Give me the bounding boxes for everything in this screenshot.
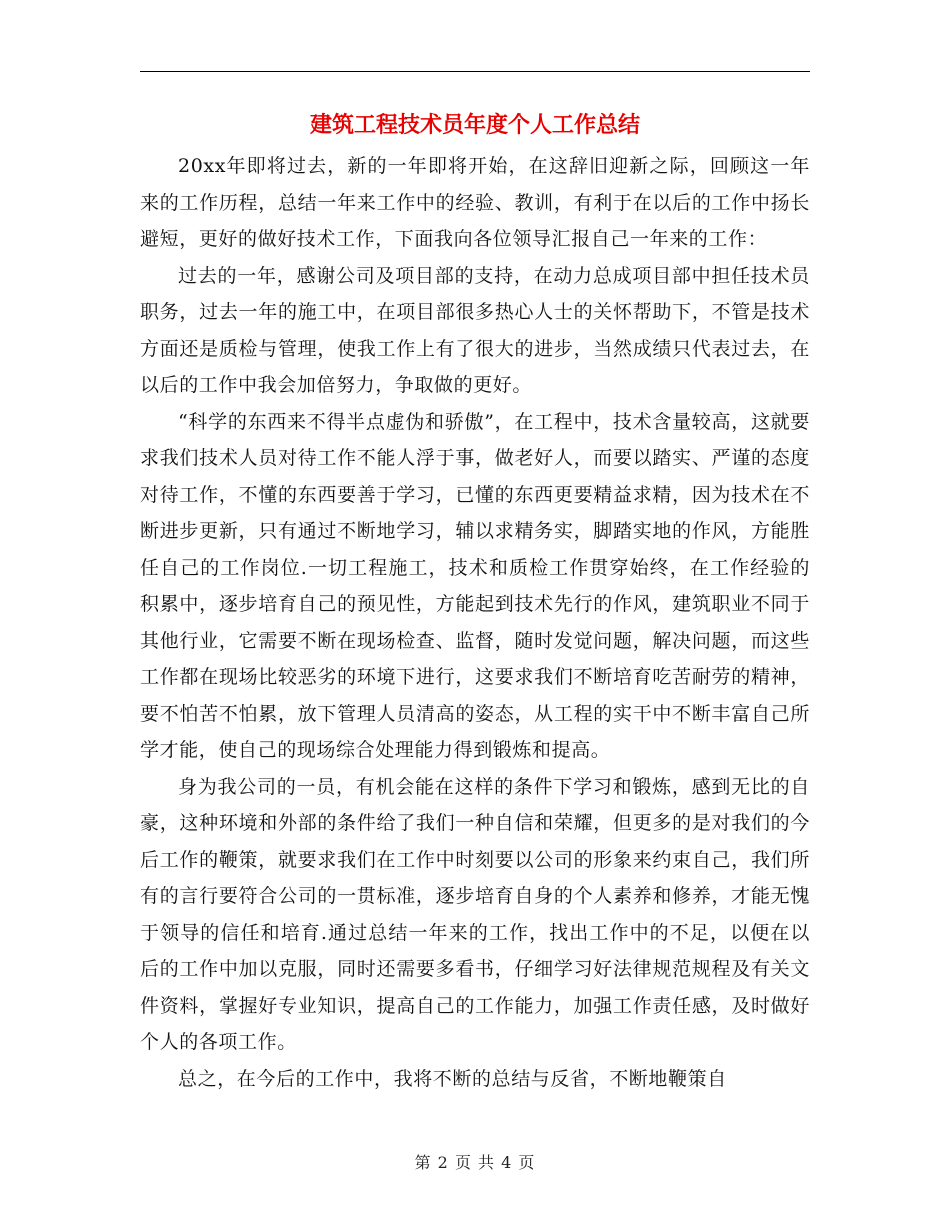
paragraph-company-member: 身为我公司的一员，有机会能在这样的条件下学习和锻炼，感到无比的自豪，这种环境和外部的条件给了我们一种自信和荣耀，但更多的是对我们的今后工作的鞭策，就要求我们在工作中时刻要以公司的形象来约束自己，我们所有的言行要符合公司的一贯标准，逐步培育自身的个人素养和修养，才能无愧于领导的信任和培育.通过总结一年来的工作，找出工作中的不足，以便在以后的工作中加以克服，同时还需要多看书，仔细学习好法律规范规程及有关文件资料，掌握好专业知识，提高自己的工作能力，加强工作责任感，及时做好个人的各项工作。: [140, 775, 810, 1053]
page-number-footer: 第 2 页 共 4 页: [414, 1153, 536, 1172]
paragraph-past-year: 过去的一年，感谢公司及项目部的支持，在动力总成项目部中担任技术员职务，过去一年的施工中，在项目部很多热心人士的关怀帮助下，不管是技术方面还是质检与管理，使我工作上有了很大的进步，当然成绩只代表过去，在以后的工作中我会加倍努力，争取做的更好。: [140, 264, 810, 396]
paragraph-technical-attitude: “科学的东西来不得半点虚伪和骄傲”，在工程中，技术含量较高，这就要求我们技术人员对待工作不能人浮于事，做老好人，而要以踏实、严谨的态度对待工作，不懂的东西要善于学习，已懂的东西更要精益求精，因为技术在不断进步更新，只有通过不断地学习，辅以求精务实，脚踏实地的作风，方能胜任自己的工作岗位.一切工程施工，技术和质检工作贯穿始终，在工作经验的积累中，逐步培育自己的预见性，方能起到技术先行的作风，建筑职业不同于其他行业，它需要不断在现场检查、监督，随时发觉问题，解决问题，而这些工作都在现场比较恶劣的环境下进行，这要求我们不断培育吃苦耐劳的精神，要不怕苦不怕累，放下管理人员清高的姿态，从工程的实干中不断丰富自己所学才能，使自己的现场综合处理能力得到锻炼和提高。: [140, 410, 810, 761]
paragraph-intro: 20xx年即将过去，新的一年即将开始，在这辞旧迎新之际，回顾这一年来的工作历程，总结一年来工作中的经验、教训，有利于在以后的工作中扬长避短，更好的做好技术工作，下面我向各位领导汇报自己一年来的工作：: [140, 155, 810, 250]
paragraph-conclusion: 总之，在今后的工作中，我将不断的总结与反省，不断地鞭策自: [178, 1067, 727, 1090]
header-rule: [140, 71, 810, 72]
document-body: [140, 148, 810, 1097]
document-title: 建筑工程技术员年度个人工作总结: [309, 113, 640, 138]
